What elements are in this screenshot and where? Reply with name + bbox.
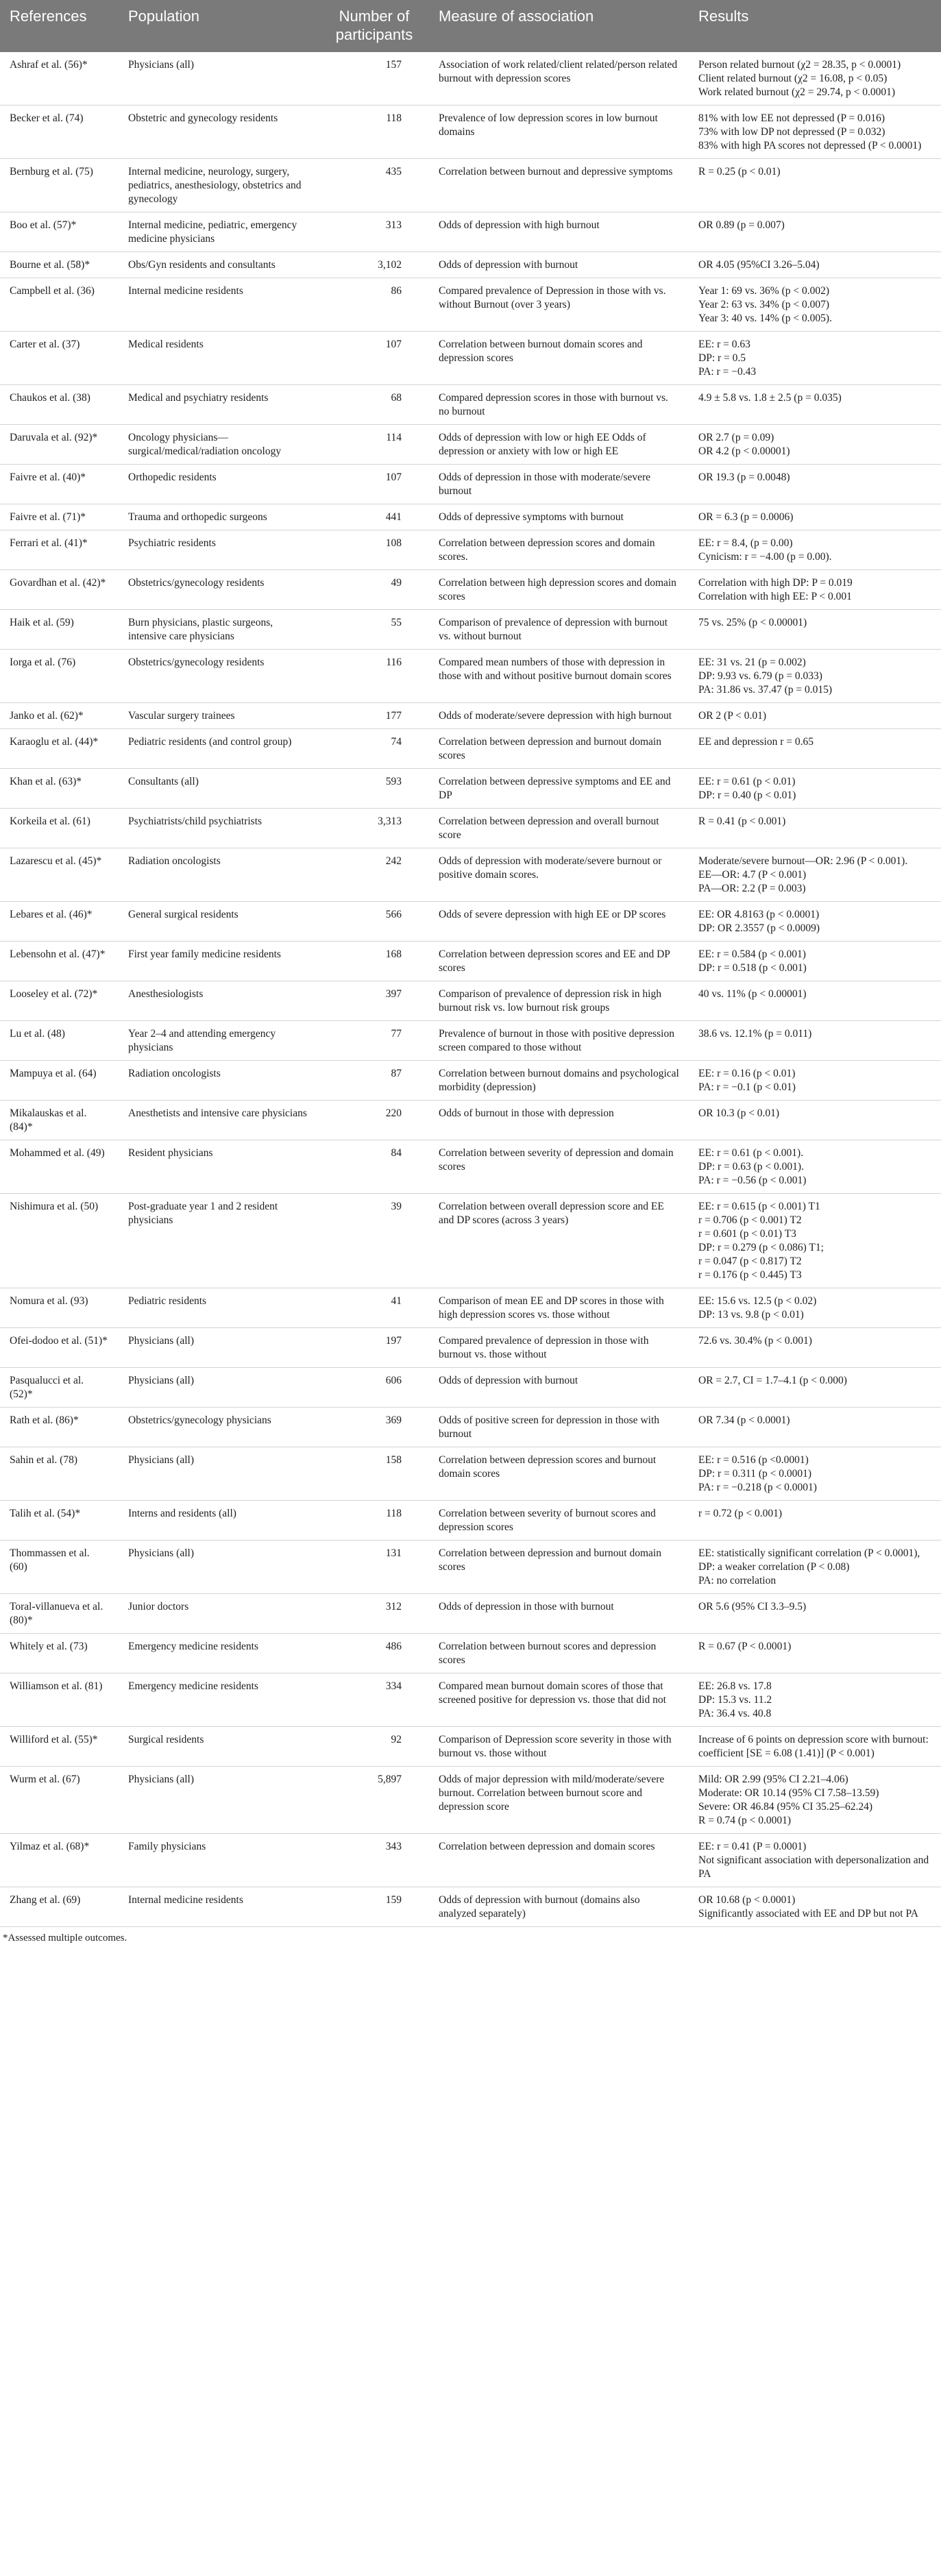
results-cell: EE: r = 0.584 (p < 0.001) DP: r = 0.518 (p < 0.001) xyxy=(689,942,941,981)
measure-cell: Odds of depression with burnout xyxy=(429,1368,689,1408)
table-row xyxy=(0,1021,941,1061)
population-cell: Junior doctors xyxy=(119,1594,319,1634)
table-row xyxy=(0,902,941,942)
measure-cell: Correlation between depression scores and domain scores. xyxy=(429,530,689,570)
results-cell: r = 0.72 (p < 0.001) xyxy=(689,1501,941,1541)
population-cell: Surgical residents xyxy=(119,1727,319,1767)
measure-cell: Correlation between burnout and depressive symptoms xyxy=(429,159,689,212)
table-row xyxy=(0,385,941,425)
population-cell: Obstetrics/gynecology residents xyxy=(119,570,319,610)
measure-cell: Odds of depression in those with burnout xyxy=(429,1594,689,1634)
measure-cell: Correlation between depression and overall burnout score xyxy=(429,809,689,848)
reference-cell: Faivre et al. (40)* xyxy=(0,465,119,504)
table-row xyxy=(0,1194,941,1288)
population-cell: Physicians (all) xyxy=(119,1767,319,1834)
results-cell: EE: r = 0.516 (p <0.0001) DP: r = 0.311 (p < 0.0001) PA: r = −0.218 (p < 0.0001) xyxy=(689,1447,941,1501)
table-row xyxy=(0,848,941,902)
results-cell: EE: r = 0.615 (p < 0.001) T1 r = 0.706 (p < 0.001) T2 r = 0.601 (p < 0.01) T3 DP: r = 0.279 (p < 0.086) T1; r = 0.047 (p < 0.817) T2 r = 0.176 (p < 0.445) T3 xyxy=(689,1194,941,1288)
population-cell: First year family medicine residents xyxy=(119,942,319,981)
results-cell: EE: 31 vs. 21 (p = 0.002) DP: 9.93 vs. 6.79 (p = 0.033) PA: 31.86 vs. 37.47 (p = 0.015) xyxy=(689,650,941,703)
results-cell: Correlation with high DP: P = 0.019 Correlation with high EE: P < 0.001 xyxy=(689,570,941,610)
table-row xyxy=(0,769,941,809)
population-cell: Obstetrics/gynecology residents xyxy=(119,650,319,703)
reference-cell: Daruvala et al. (92)* xyxy=(0,425,119,465)
population-cell: Physicians (all) xyxy=(119,1368,319,1408)
results-cell: Person related burnout (χ2 = 28.35, p < 0.0001) Client related burnout (χ2 = 16.08, p < 0.05) Work related burnout (χ2 = 29.74, p < 0.0001) xyxy=(689,52,941,106)
reference-cell: Becker et al. (74) xyxy=(0,106,119,159)
population-cell: Orthopedic residents xyxy=(119,465,319,504)
population-cell: Internal medicine, pediatric, emergency medicine physicians xyxy=(119,212,319,252)
results-cell: OR 0.89 (p = 0.007) xyxy=(689,212,941,252)
measure-cell: Compared mean burnout domain scores of those that screened positive for depression vs. those that did not xyxy=(429,1673,689,1727)
table-row xyxy=(0,1140,941,1194)
population-cell: Physicians (all) xyxy=(119,52,319,106)
table-row xyxy=(0,1447,941,1501)
participants-cell: 606 xyxy=(319,1368,429,1408)
measure-cell: Odds of major depression with mild/moderate/severe burnout. Correlation between burnout score and depression score xyxy=(429,1767,689,1834)
population-cell: Medical residents xyxy=(119,332,319,385)
participants-cell: 118 xyxy=(319,106,429,159)
participants-cell: 312 xyxy=(319,1594,429,1634)
table-body xyxy=(0,52,941,1927)
reference-cell: Ferrari et al. (41)* xyxy=(0,530,119,570)
reference-cell: Lazarescu et al. (45)* xyxy=(0,848,119,902)
measure-cell: Odds of depression with low or high EE Odds of depression or anxiety with low or high EE xyxy=(429,425,689,465)
measure-cell: Prevalence of burnout in those with positive depression screen compared to those without xyxy=(429,1021,689,1061)
measure-cell: Compared prevalence of Depression in those with vs. without Burnout (over 3 years) xyxy=(429,278,689,332)
results-cell: Mild: OR 2.99 (95% CI 2.21–4.06) Moderate: OR 10.14 (95% CI 7.58–13.59) Severe: OR 46.84 (95% CI 35.25–62.24) R = 0.74 (p < 0.0001) xyxy=(689,1767,941,1834)
population-cell: Medical and psychiatry residents xyxy=(119,385,319,425)
measure-cell: Odds of depression with moderate/severe burnout or positive domain scores. xyxy=(429,848,689,902)
results-cell: OR 7.34 (p < 0.0001) xyxy=(689,1408,941,1447)
results-cell: EE: r = 0.63 DP: r = 0.5 PA: r = −0.43 xyxy=(689,332,941,385)
table-row xyxy=(0,252,941,278)
header-references: References xyxy=(0,0,119,52)
reference-cell: Yilmaz et al. (68)* xyxy=(0,1834,119,1887)
table-row xyxy=(0,809,941,848)
table-row xyxy=(0,425,941,465)
participants-cell: 114 xyxy=(319,425,429,465)
population-cell: Obs/Gyn residents and consultants xyxy=(119,252,319,278)
population-cell: Psychiatric residents xyxy=(119,530,319,570)
table-row xyxy=(0,942,941,981)
table-row xyxy=(0,332,941,385)
results-cell: EE: r = 0.16 (p < 0.01) PA: r = −0.1 (p < 0.01) xyxy=(689,1061,941,1101)
participants-cell: 3,102 xyxy=(319,252,429,278)
measure-cell: Comparison of prevalence of depression risk in high burnout risk vs. low burnout risk groups xyxy=(429,981,689,1021)
participants-cell: 107 xyxy=(319,332,429,385)
measure-cell: Correlation between high depression scores and domain scores xyxy=(429,570,689,610)
table-row xyxy=(0,106,941,159)
table-row xyxy=(0,1541,941,1594)
results-cell: 75 vs. 25% (p < 0.00001) xyxy=(689,610,941,650)
measure-cell: Compared prevalence of depression in those with burnout vs. those without xyxy=(429,1328,689,1368)
results-cell: Year 1: 69 vs. 36% (p < 0.002) Year 2: 63 vs. 34% (p < 0.007) Year 3: 40 vs. 14% (p < 0.005). xyxy=(689,278,941,332)
population-cell: Obstetrics/gynecology physicians xyxy=(119,1408,319,1447)
reference-cell: Nomura et al. (93) xyxy=(0,1288,119,1328)
table-row xyxy=(0,52,941,106)
reference-cell: Pasqualucci et al. (52)* xyxy=(0,1368,119,1408)
measure-cell: Odds of positive screen for depression in those with burnout xyxy=(429,1408,689,1447)
reference-cell: Toral-villanueva et al. (80)* xyxy=(0,1594,119,1634)
reference-cell: Williamson et al. (81) xyxy=(0,1673,119,1727)
reference-cell: Williford et al. (55)* xyxy=(0,1727,119,1767)
measure-cell: Compared depression scores in those with burnout vs. no burnout xyxy=(429,385,689,425)
participants-cell: 41 xyxy=(319,1288,429,1328)
participants-cell: 131 xyxy=(319,1541,429,1594)
results-cell: OR 10.3 (p < 0.01) xyxy=(689,1101,941,1140)
participants-cell: 242 xyxy=(319,848,429,902)
participants-cell: 118 xyxy=(319,1501,429,1541)
measure-cell: Prevalence of low depression scores in low burnout domains xyxy=(429,106,689,159)
table-row xyxy=(0,1501,941,1541)
population-cell: Emergency medicine residents xyxy=(119,1634,319,1673)
results-cell: R = 0.25 (p < 0.01) xyxy=(689,159,941,212)
reference-cell: Zhang et al. (69) xyxy=(0,1887,119,1927)
reference-cell: Karaoglu et al. (44)* xyxy=(0,729,119,769)
population-cell: Resident physicians xyxy=(119,1140,319,1194)
participants-cell: 313 xyxy=(319,212,429,252)
participants-cell: 168 xyxy=(319,942,429,981)
results-cell: EE: 26.8 vs. 17.8 DP: 15.3 vs. 11.2 PA: 36.4 vs. 40.8 xyxy=(689,1673,941,1727)
results-cell: EE: statistically significant correlation (P < 0.0001), DP: a weaker correlation (P < 0.08) PA: no correlation xyxy=(689,1541,941,1594)
table-row xyxy=(0,159,941,212)
reference-cell: Govardhan et al. (42)* xyxy=(0,570,119,610)
table-row xyxy=(0,1101,941,1140)
participants-cell: 197 xyxy=(319,1328,429,1368)
table-row xyxy=(0,1594,941,1634)
reference-cell: Wurm et al. (67) xyxy=(0,1767,119,1834)
table-row xyxy=(0,465,941,504)
reference-cell: Whitely et al. (73) xyxy=(0,1634,119,1673)
measure-cell: Odds of depression with burnout xyxy=(429,252,689,278)
header-population: Population xyxy=(119,0,319,52)
reference-cell: Khan et al. (63)* xyxy=(0,769,119,809)
population-cell: Internal medicine, neurology, surgery, pediatrics, anesthesiology, obstetrics and gynecology xyxy=(119,159,319,212)
measure-cell: Correlation between severity of depression and domain scores xyxy=(429,1140,689,1194)
participants-cell: 435 xyxy=(319,159,429,212)
measure-cell: Odds of burnout in those with depression xyxy=(429,1101,689,1140)
measure-cell: Correlation between depressive symptoms and EE and DP xyxy=(429,769,689,809)
participants-cell: 220 xyxy=(319,1101,429,1140)
results-cell: Moderate/severe burnout—OR: 2.96 (P < 0.001). EE—OR: 4.7 (P < 0.001) PA—OR: 2.2 (P = 0.003) xyxy=(689,848,941,902)
table-row xyxy=(0,1887,941,1927)
reference-cell: Janko et al. (62)* xyxy=(0,703,119,729)
table-row xyxy=(0,1408,941,1447)
measure-cell: Correlation between overall depression score and EE and DP scores (across 3 years) xyxy=(429,1194,689,1288)
table-row xyxy=(0,610,941,650)
results-cell: OR 19.3 (p = 0.0048) xyxy=(689,465,941,504)
population-cell: Pediatric residents (and control group) xyxy=(119,729,319,769)
population-cell: Emergency medicine residents xyxy=(119,1673,319,1727)
header-participants: Number of participants xyxy=(319,0,429,52)
table-row xyxy=(0,278,941,332)
reference-cell: Bourne et al. (58)* xyxy=(0,252,119,278)
reference-cell: Iorga et al. (76) xyxy=(0,650,119,703)
participants-cell: 157 xyxy=(319,52,429,106)
table-row xyxy=(0,530,941,570)
reference-cell: Rath et al. (86)* xyxy=(0,1408,119,1447)
reference-cell: Thommassen et al. (60) xyxy=(0,1541,119,1594)
measure-cell: Odds of severe depression with high EE or DP scores xyxy=(429,902,689,942)
results-cell: OR = 2.7, CI = 1.7–4.1 (p < 0.000) xyxy=(689,1368,941,1408)
population-cell: Vascular surgery trainees xyxy=(119,703,319,729)
results-cell: 4.9 ± 5.8 vs. 1.8 ± 2.5 (p = 0.035) xyxy=(689,385,941,425)
measure-cell: Odds of depressive symptoms with burnout xyxy=(429,504,689,530)
results-cell: R = 0.67 (P < 0.0001) xyxy=(689,1634,941,1673)
population-cell: Burn physicians, plastic surgeons, intensive care physicians xyxy=(119,610,319,650)
participants-cell: 108 xyxy=(319,530,429,570)
header-measure: Measure of association xyxy=(429,0,689,52)
population-cell: Physicians (all) xyxy=(119,1541,319,1594)
results-cell: OR 2 (P < 0.01) xyxy=(689,703,941,729)
population-cell: Anesthetists and intensive care physicians xyxy=(119,1101,319,1140)
population-cell: Internal medicine residents xyxy=(119,278,319,332)
table-row xyxy=(0,212,941,252)
results-cell: OR 4.05 (95%CI 3.26–5.04) xyxy=(689,252,941,278)
table-row xyxy=(0,703,941,729)
table-row xyxy=(0,1767,941,1834)
participants-cell: 87 xyxy=(319,1061,429,1101)
participants-cell: 116 xyxy=(319,650,429,703)
reference-cell: Carter et al. (37) xyxy=(0,332,119,385)
table-row xyxy=(0,1328,941,1368)
participants-cell: 159 xyxy=(319,1887,429,1927)
table-row xyxy=(0,570,941,610)
results-cell: EE: r = 8.4, (p = 0.00) Cynicism: r = −4.00 (p = 0.00). xyxy=(689,530,941,570)
results-cell: OR 10.68 (p < 0.0001) Significantly associated with EE and DP but not PA xyxy=(689,1887,941,1927)
participants-cell: 343 xyxy=(319,1834,429,1887)
reference-cell: Bernburg et al. (75) xyxy=(0,159,119,212)
participants-cell: 92 xyxy=(319,1727,429,1767)
results-cell: EE: 15.6 vs. 12.5 (p < 0.02) DP: 13 vs. 9.8 (p < 0.01) xyxy=(689,1288,941,1328)
population-cell: Radiation oncologists xyxy=(119,848,319,902)
measure-cell: Compared mean numbers of those with depression in those with and without positive burnout domain scores xyxy=(429,650,689,703)
participants-cell: 566 xyxy=(319,902,429,942)
measure-cell: Comparison of mean EE and DP scores in those with high depression scores vs. those without xyxy=(429,1288,689,1328)
measure-cell: Correlation between burnout domain scores and depression scores xyxy=(429,332,689,385)
measure-cell: Correlation between depression scores and burnout domain scores xyxy=(429,1447,689,1501)
reference-cell: Sahin et al. (78) xyxy=(0,1447,119,1501)
table-row xyxy=(0,1727,941,1767)
participants-cell: 397 xyxy=(319,981,429,1021)
reference-cell: Looseley et al. (72)* xyxy=(0,981,119,1021)
participants-cell: 5,897 xyxy=(319,1767,429,1834)
reference-cell: Campbell et al. (36) xyxy=(0,278,119,332)
participants-cell: 3,313 xyxy=(319,809,429,848)
participants-cell: 486 xyxy=(319,1634,429,1673)
participants-cell: 369 xyxy=(319,1408,429,1447)
reference-cell: Boo et al. (57)* xyxy=(0,212,119,252)
measure-cell: Odds of depression in those with moderate/severe burnout xyxy=(429,465,689,504)
results-cell: OR 2.7 (p = 0.09) OR 4.2 (p < 0.00001) xyxy=(689,425,941,465)
participants-cell: 84 xyxy=(319,1140,429,1194)
reference-cell: Nishimura et al. (50) xyxy=(0,1194,119,1288)
results-cell: EE: r = 0.61 (p < 0.001). DP: r = 0.63 (p < 0.001). PA: r = −0.56 (p < 0.001) xyxy=(689,1140,941,1194)
population-cell: Consultants (all) xyxy=(119,769,319,809)
table-row xyxy=(0,1673,941,1727)
results-cell: OR = 6.3 (p = 0.0006) xyxy=(689,504,941,530)
population-cell: Anesthesiologists xyxy=(119,981,319,1021)
population-cell: Physicians (all) xyxy=(119,1447,319,1501)
reference-cell: Haik et al. (59) xyxy=(0,610,119,650)
participants-cell: 334 xyxy=(319,1673,429,1727)
reference-cell: Talih et al. (54)* xyxy=(0,1501,119,1541)
participants-cell: 77 xyxy=(319,1021,429,1061)
measure-cell: Comparison of Depression score severity in those with burnout vs. those without xyxy=(429,1727,689,1767)
results-cell: 72.6 vs. 30.4% (p < 0.001) xyxy=(689,1328,941,1368)
results-cell: EE and depression r = 0.65 xyxy=(689,729,941,769)
measure-cell: Correlation between depression and domain scores xyxy=(429,1834,689,1887)
measure-cell: Correlation between severity of burnout scores and depression scores xyxy=(429,1501,689,1541)
population-cell: Physicians (all) xyxy=(119,1328,319,1368)
measure-cell: Correlation between depression and burnout domain scores xyxy=(429,1541,689,1594)
population-cell: Obstetric and gynecology residents xyxy=(119,106,319,159)
table-row xyxy=(0,504,941,530)
measure-cell: Odds of depression with burnout (domains also analyzed separately) xyxy=(429,1887,689,1927)
table-row xyxy=(0,1061,941,1101)
population-cell: Year 2–4 and attending emergency physicians xyxy=(119,1021,319,1061)
participants-cell: 158 xyxy=(319,1447,429,1501)
participants-cell: 74 xyxy=(319,729,429,769)
table-row xyxy=(0,1834,941,1887)
reference-cell: Korkeila et al. (61) xyxy=(0,809,119,848)
population-cell: Psychiatrists/child psychiatrists xyxy=(119,809,319,848)
table-footnote: *Assessed multiple outcomes. xyxy=(3,1933,127,1943)
results-cell: Increase of 6 points on depression score with burnout: coefficient [SE = 6.08 (1.41)] (P < 0.001) xyxy=(689,1727,941,1767)
measure-cell: Correlation between burnout domains and psychological morbidity (depression) xyxy=(429,1061,689,1101)
participants-cell: 68 xyxy=(319,385,429,425)
participants-cell: 49 xyxy=(319,570,429,610)
reference-cell: Mohammed et al. (49) xyxy=(0,1140,119,1194)
results-cell: EE: r = 0.61 (p < 0.01) DP: r = 0.40 (p < 0.01) xyxy=(689,769,941,809)
reference-cell: Lebares et al. (46)* xyxy=(0,902,119,942)
table-row xyxy=(0,1368,941,1408)
reference-cell: Ashraf et al. (56)* xyxy=(0,52,119,106)
measure-cell: Correlation between burnout scores and depression scores xyxy=(429,1634,689,1673)
participants-cell: 55 xyxy=(319,610,429,650)
results-cell: OR 5.6 (95% CI 3.3–9.5) xyxy=(689,1594,941,1634)
participants-cell: 39 xyxy=(319,1194,429,1288)
measure-cell: Association of work related/client related/person related burnout with depression scores xyxy=(429,52,689,106)
participants-cell: 107 xyxy=(319,465,429,504)
measure-cell: Odds of moderate/severe depression with high burnout xyxy=(429,703,689,729)
header-results: Results xyxy=(689,0,941,52)
table-row xyxy=(0,650,941,703)
participants-cell: 177 xyxy=(319,703,429,729)
reference-cell: Faivre et al. (71)* xyxy=(0,504,119,530)
participants-cell: 593 xyxy=(319,769,429,809)
reference-cell: Ofei-dodoo et al. (51)* xyxy=(0,1328,119,1368)
population-cell: Radiation oncologists xyxy=(119,1061,319,1101)
measure-cell: Correlation between depression scores and EE and DP scores xyxy=(429,942,689,981)
population-cell: Internal medicine residents xyxy=(119,1887,319,1927)
table-row xyxy=(0,1634,941,1673)
reference-cell: Mampuya et al. (64) xyxy=(0,1061,119,1101)
reference-cell: Lu et al. (48) xyxy=(0,1021,119,1061)
reference-cell: Chaukos et al. (38) xyxy=(0,385,119,425)
population-cell: Oncology physicians—surgical/medical/radiation oncology xyxy=(119,425,319,465)
population-cell: General surgical residents xyxy=(119,902,319,942)
measure-cell: Comparison of prevalence of depression with burnout vs. without burnout xyxy=(429,610,689,650)
population-cell: Interns and residents (all) xyxy=(119,1501,319,1541)
results-cell: EE: r = 0.41 (P = 0.0001) Not significant association with depersonalization and PA xyxy=(689,1834,941,1887)
participants-cell: 441 xyxy=(319,504,429,530)
results-cell: 81% with low EE not depressed (P = 0.016) 73% with low DP not depressed (P = 0.032) 83% with high PA scores not depressed (P < 0.0001) xyxy=(689,106,941,159)
results-cell: 38.6 vs. 12.1% (p = 0.011) xyxy=(689,1021,941,1061)
table-row xyxy=(0,1288,941,1328)
results-cell: EE: OR 4.8163 (p < 0.0001) DP: OR 2.3557 (p < 0.0009) xyxy=(689,902,941,942)
table-row xyxy=(0,729,941,769)
measure-cell: Odds of depression with high burnout xyxy=(429,212,689,252)
table-row xyxy=(0,981,941,1021)
participants-cell: 86 xyxy=(319,278,429,332)
reference-cell: Lebensohn et al. (47)* xyxy=(0,942,119,981)
results-cell: 40 vs. 11% (p < 0.00001) xyxy=(689,981,941,1021)
population-cell: Post-graduate year 1 and 2 resident physicians xyxy=(119,1194,319,1288)
table-header xyxy=(0,0,941,52)
population-cell: Family physicians xyxy=(119,1834,319,1887)
reference-cell: Mikalauskas et al. (84)* xyxy=(0,1101,119,1140)
header-row xyxy=(0,0,941,52)
measure-cell: Correlation between depression and burnout domain scores xyxy=(429,729,689,769)
results-cell: R = 0.41 (p < 0.001) xyxy=(689,809,941,848)
population-cell: Trauma and orthopedic surgeons xyxy=(119,504,319,530)
population-cell: Pediatric residents xyxy=(119,1288,319,1328)
